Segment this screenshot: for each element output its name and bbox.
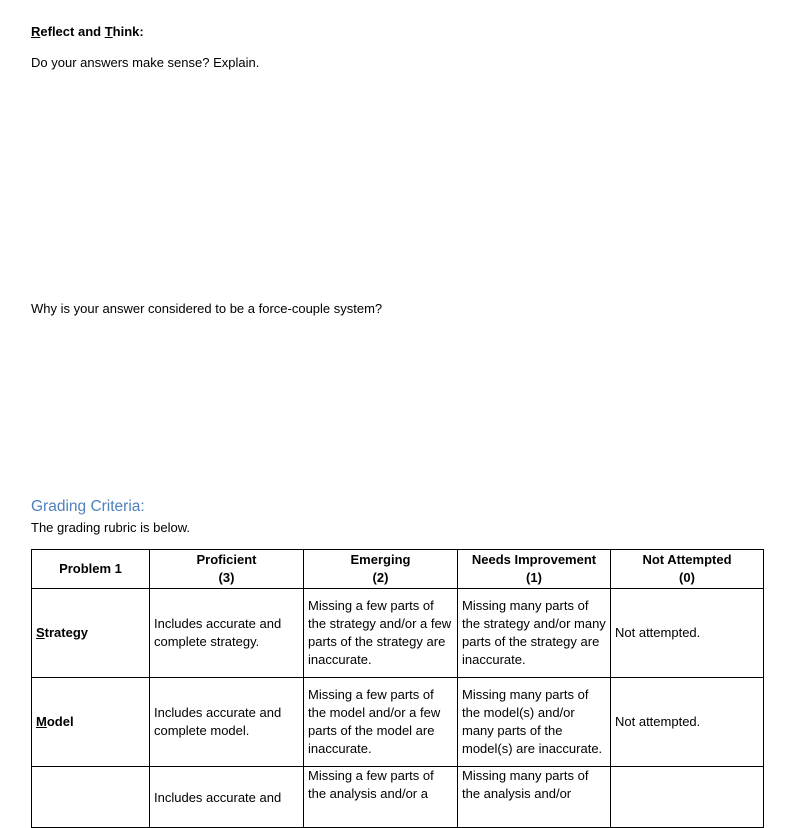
criterion-model — [32, 678, 150, 767]
criterion-strategy-first: S — [36, 625, 45, 640]
criterion-model-first: M — [36, 714, 47, 729]
criterion-analysis — [32, 767, 150, 828]
rubric-header-row — [32, 550, 764, 589]
heading-t: T — [104, 24, 113, 39]
rubric-row-analysis — [32, 767, 764, 828]
header-not-attempted-label: Not Attempted — [642, 552, 732, 567]
question-make-sense: Do your answers make sense? Explain. — [31, 55, 260, 70]
reflect-heading — [31, 24, 144, 39]
header-proficient-label: Proficient — [196, 552, 257, 567]
header-not-attempted-score: (0) — [679, 570, 695, 585]
criterion-model-rest: odel — [46, 714, 74, 729]
question-force-couple: Why is your answer considered to be a force-couple system? — [31, 301, 383, 316]
header-problem — [32, 550, 150, 589]
model-not-attempted: Not attempted. — [611, 678, 764, 767]
header-proficient — [150, 550, 304, 589]
header-proficient-score: (3) — [218, 570, 235, 585]
header-needs-score: (1) — [526, 570, 542, 585]
header-problem-label: Problem 1 — [59, 561, 122, 576]
analysis-needs-improvement: Missing many parts of the analysis and/or — [458, 767, 611, 828]
strategy-needs-improvement: Missing many parts of the strategy and/or many parts of the strategy are inaccurate. — [458, 589, 611, 678]
header-emerging-score: (2) — [372, 570, 389, 585]
rubric-row-model — [32, 678, 764, 767]
strategy-not-attempted: Not attempted. — [611, 589, 764, 678]
rubric-row-strategy — [32, 589, 764, 678]
grading-rubric-table — [31, 549, 764, 828]
analysis-proficient — [150, 767, 304, 828]
criterion-strategy-rest: trategy — [44, 625, 89, 640]
strategy-proficient: Includes accurate and complete strategy. — [150, 589, 304, 678]
heading-r: R — [31, 24, 41, 39]
analysis-proficient-text: Includes accurate and — [154, 790, 282, 805]
header-emerging — [304, 550, 458, 589]
analysis-emerging: Missing a few parts of the analysis and/or a — [304, 767, 458, 828]
analysis-not-attempted — [611, 767, 764, 828]
grading-criteria-title: Grading Criteria: — [31, 498, 145, 515]
strategy-emerging: Missing a few parts of the strategy and/or a few parts of the strategy are inaccurate. — [304, 589, 458, 678]
header-not-attempted — [611, 550, 764, 589]
heading-end: hink: — [112, 24, 144, 39]
heading-mid: eflect and — [40, 24, 105, 39]
grading-criteria-subtitle: The grading rubric is below. — [31, 520, 190, 535]
criterion-strategy — [32, 589, 150, 678]
model-needs-improvement: Missing many parts of the model(s) and/or many parts of the model(s) are inaccurate. — [458, 678, 611, 767]
model-proficient: Includes accurate and complete model. — [150, 678, 304, 767]
model-emerging: Missing a few parts of the model and/or a few parts of the model are inaccurate. — [304, 678, 458, 767]
header-needs-improvement — [458, 550, 611, 589]
header-needs-label: Needs Improvement — [471, 552, 597, 567]
header-emerging-label: Emerging — [350, 552, 411, 567]
